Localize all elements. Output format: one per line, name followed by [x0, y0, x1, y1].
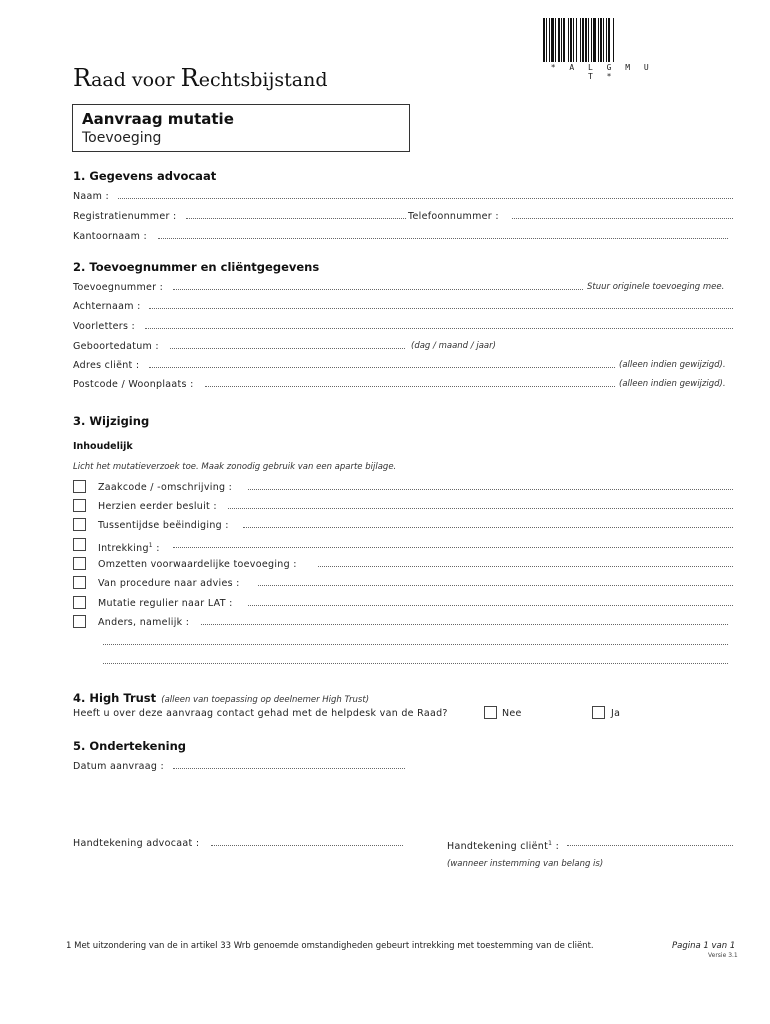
geboortedatum-label: Geboortedatum : [73, 341, 159, 352]
section-3-title: 3. Wijziging [73, 414, 150, 428]
zaakcode-line[interactable] [248, 489, 733, 490]
geboortedatum-field[interactable] [73, 340, 405, 353]
organization-name: Raad voor Rechtsbijstand [73, 64, 328, 92]
barcode-bar [608, 18, 610, 62]
barcode-bar [563, 18, 565, 62]
page-number: Pagina 1 van 1 [672, 941, 736, 951]
toevoegnummer-note: Stuur originele toevoeging mee. [587, 282, 725, 292]
barcode-bar [555, 18, 556, 62]
anders-label: Anders, namelijk : [98, 617, 190, 628]
barcode-bar [591, 18, 592, 62]
geboortedatum-line[interactable] [170, 348, 405, 349]
registratienummer-field[interactable] [73, 210, 408, 223]
datum-aanvraag-line[interactable] [173, 768, 405, 769]
section-5-title: 5. Ondertekening [73, 739, 187, 753]
barcode-bar [570, 18, 572, 62]
barcode-bar [549, 18, 550, 62]
achternaam-label: Achternaam : [73, 301, 141, 312]
zaakcode-label: Zaakcode / -omschrijving : [98, 482, 233, 493]
barcode-bar [576, 18, 577, 62]
tussentijdse-checkbox[interactable] [73, 518, 86, 531]
kantoornaam-field[interactable] [73, 230, 728, 243]
section-4-heading [73, 687, 369, 706]
barcode-bar [551, 18, 554, 62]
footnote: 1 Met uitzondering van de in artikel 33 Wrb genoemde omstandigheden gebeurt intrekking met toestemming van de cliënt. [66, 941, 594, 951]
mutatie-lat-checkbox[interactable] [73, 596, 86, 609]
barcode-bar [543, 18, 545, 62]
client-consent-note: (wanneer instemming van belang is) [447, 859, 604, 869]
mutatie-lat-field[interactable] [98, 597, 733, 610]
barcode-bar [582, 18, 584, 62]
form-title: Aanvraag mutatie [82, 110, 234, 128]
intrekking-footnote-ref: 1 [148, 542, 153, 549]
barcode-bar [568, 18, 569, 62]
intrekking-checkbox[interactable] [73, 538, 86, 551]
procedure-advies-label: Van procedure naar advies : [98, 578, 240, 589]
ja-checkbox[interactable] [592, 706, 605, 719]
registratienummer-line[interactable] [186, 218, 406, 219]
section-3-subtitle: Inhoudelijk [73, 441, 133, 452]
barcode-bar [603, 18, 604, 62]
toevoegnummer-label: Toevoegnummer : [73, 282, 164, 293]
form-title-box [72, 104, 410, 152]
achternaam-field[interactable] [73, 300, 733, 313]
anders-line[interactable] [201, 624, 728, 625]
intrekking-label: Intrekking$^1$ : [98, 542, 160, 555]
barcode-bar [613, 18, 614, 62]
toevoegnummer-field[interactable] [73, 281, 583, 294]
section-4-title: 4. High Trust [73, 691, 157, 705]
barcode-bar [585, 18, 587, 62]
procedure-advies-line[interactable] [258, 585, 733, 586]
barcode-bar [561, 18, 562, 62]
tussentijdse-line[interactable] [243, 527, 733, 528]
herzien-line[interactable] [228, 508, 733, 509]
barcode-bar [573, 18, 574, 62]
anders-extra-line-2[interactable] [103, 663, 728, 664]
adres-line[interactable] [149, 367, 615, 368]
postcode-field[interactable] [73, 378, 615, 391]
intrekking-field[interactable] [98, 539, 733, 555]
handtekening-client-footnote-ref: 1 [548, 840, 553, 847]
adres-note: (alleen indien gewijzigd). [619, 360, 726, 370]
omzetten-line[interactable] [318, 566, 733, 567]
handtekening-advocaat-field[interactable] [73, 837, 403, 850]
barcode [543, 18, 661, 62]
adres-field[interactable] [73, 359, 615, 372]
procedure-advies-field[interactable] [98, 577, 733, 590]
geboortedatum-note: (dag / maand / jaar) [411, 341, 496, 351]
intrekking-line[interactable] [173, 547, 733, 548]
tussentijdse-label: Tussentijdse beëindiging : [98, 520, 229, 531]
achternaam-line[interactable] [149, 308, 733, 309]
kantoornaam-label: Kantoornaam : [73, 231, 148, 242]
zaakcode-checkbox[interactable] [73, 480, 86, 493]
tussentijdse-field[interactable] [98, 519, 733, 532]
datum-aanvraag-field[interactable] [73, 760, 405, 773]
datum-aanvraag-label: Datum aanvraag : [73, 761, 165, 772]
barcode-bar [606, 18, 607, 62]
voorletters-line[interactable] [145, 328, 733, 329]
barcode-bar [593, 18, 596, 62]
handtekening-advocaat-line[interactable] [211, 845, 403, 846]
toevoegnummer-line[interactable] [173, 289, 583, 290]
form-subtitle: Toevoeging [82, 130, 162, 146]
naam-field[interactable] [73, 190, 733, 203]
naam-label: Naam : [73, 191, 110, 202]
section-1-title: 1. Gegevens advocaat [73, 169, 217, 183]
mutatie-lat-line[interactable] [248, 605, 733, 606]
mutatie-lat-label: Mutatie regulier naar LAT : [98, 598, 233, 609]
barcode-text: * A L G M U T * [550, 63, 654, 81]
barcode-bar [580, 18, 581, 62]
barcode-bar [600, 18, 602, 62]
handtekening-client-label: Handtekening cliënt$^1$ : [447, 840, 560, 853]
telefoonnummer-label: Telefoonnummer : [408, 211, 499, 222]
adres-label: Adres cliënt : [73, 360, 140, 371]
voorletters-field[interactable] [73, 320, 733, 333]
barcode-bar [588, 18, 589, 62]
nee-checkbox[interactable] [484, 706, 497, 719]
telefoonnummer-line[interactable] [512, 218, 733, 219]
postcode-label: Postcode / Woonplaats : [73, 379, 194, 390]
procedure-advies-checkbox[interactable] [73, 576, 86, 589]
kantoornaam-line[interactable] [158, 238, 728, 239]
herzien-label: Herzien eerder besluit : [98, 501, 217, 512]
telefoonnummer-field[interactable] [408, 210, 733, 223]
handtekening-client-line[interactable] [567, 845, 733, 846]
barcode-bar [546, 18, 547, 62]
section-4-title-note: (alleen van toepassing op deelnemer High Trust) [161, 695, 370, 705]
omzetten-field[interactable] [98, 558, 733, 571]
version: Versie 3.1 [708, 952, 738, 959]
postcode-note: (alleen indien gewijzigd). [619, 379, 726, 389]
herzien-checkbox[interactable] [73, 499, 86, 512]
handtekening-advocaat-label: Handtekening advocaat : [73, 838, 200, 849]
section-2-title: 2. Toevoegnummer en cliëntgegevens [73, 260, 320, 274]
barcode-bar [598, 18, 599, 62]
section-3-instruction: Licht het mutatieverzoek toe. Maak zonodig gebruik van een aparte bijlage. [73, 462, 397, 472]
anders-checkbox[interactable] [73, 615, 86, 628]
herzien-field[interactable] [98, 500, 733, 513]
postcode-line[interactable] [205, 386, 615, 387]
zaakcode-field[interactable] [98, 481, 733, 494]
omzetten-label: Omzetten voorwaardelijke toevoeging : [98, 559, 297, 570]
naam-line[interactable] [118, 198, 733, 199]
anders-extra-line-1[interactable] [103, 644, 728, 645]
voorletters-label: Voorletters : [73, 321, 136, 332]
registratienummer-label: Registratienummer : [73, 211, 177, 222]
barcode-bar [558, 18, 560, 62]
anders-field[interactable] [98, 616, 728, 629]
omzetten-checkbox[interactable] [73, 557, 86, 570]
handtekening-client-field[interactable] [447, 837, 733, 853]
